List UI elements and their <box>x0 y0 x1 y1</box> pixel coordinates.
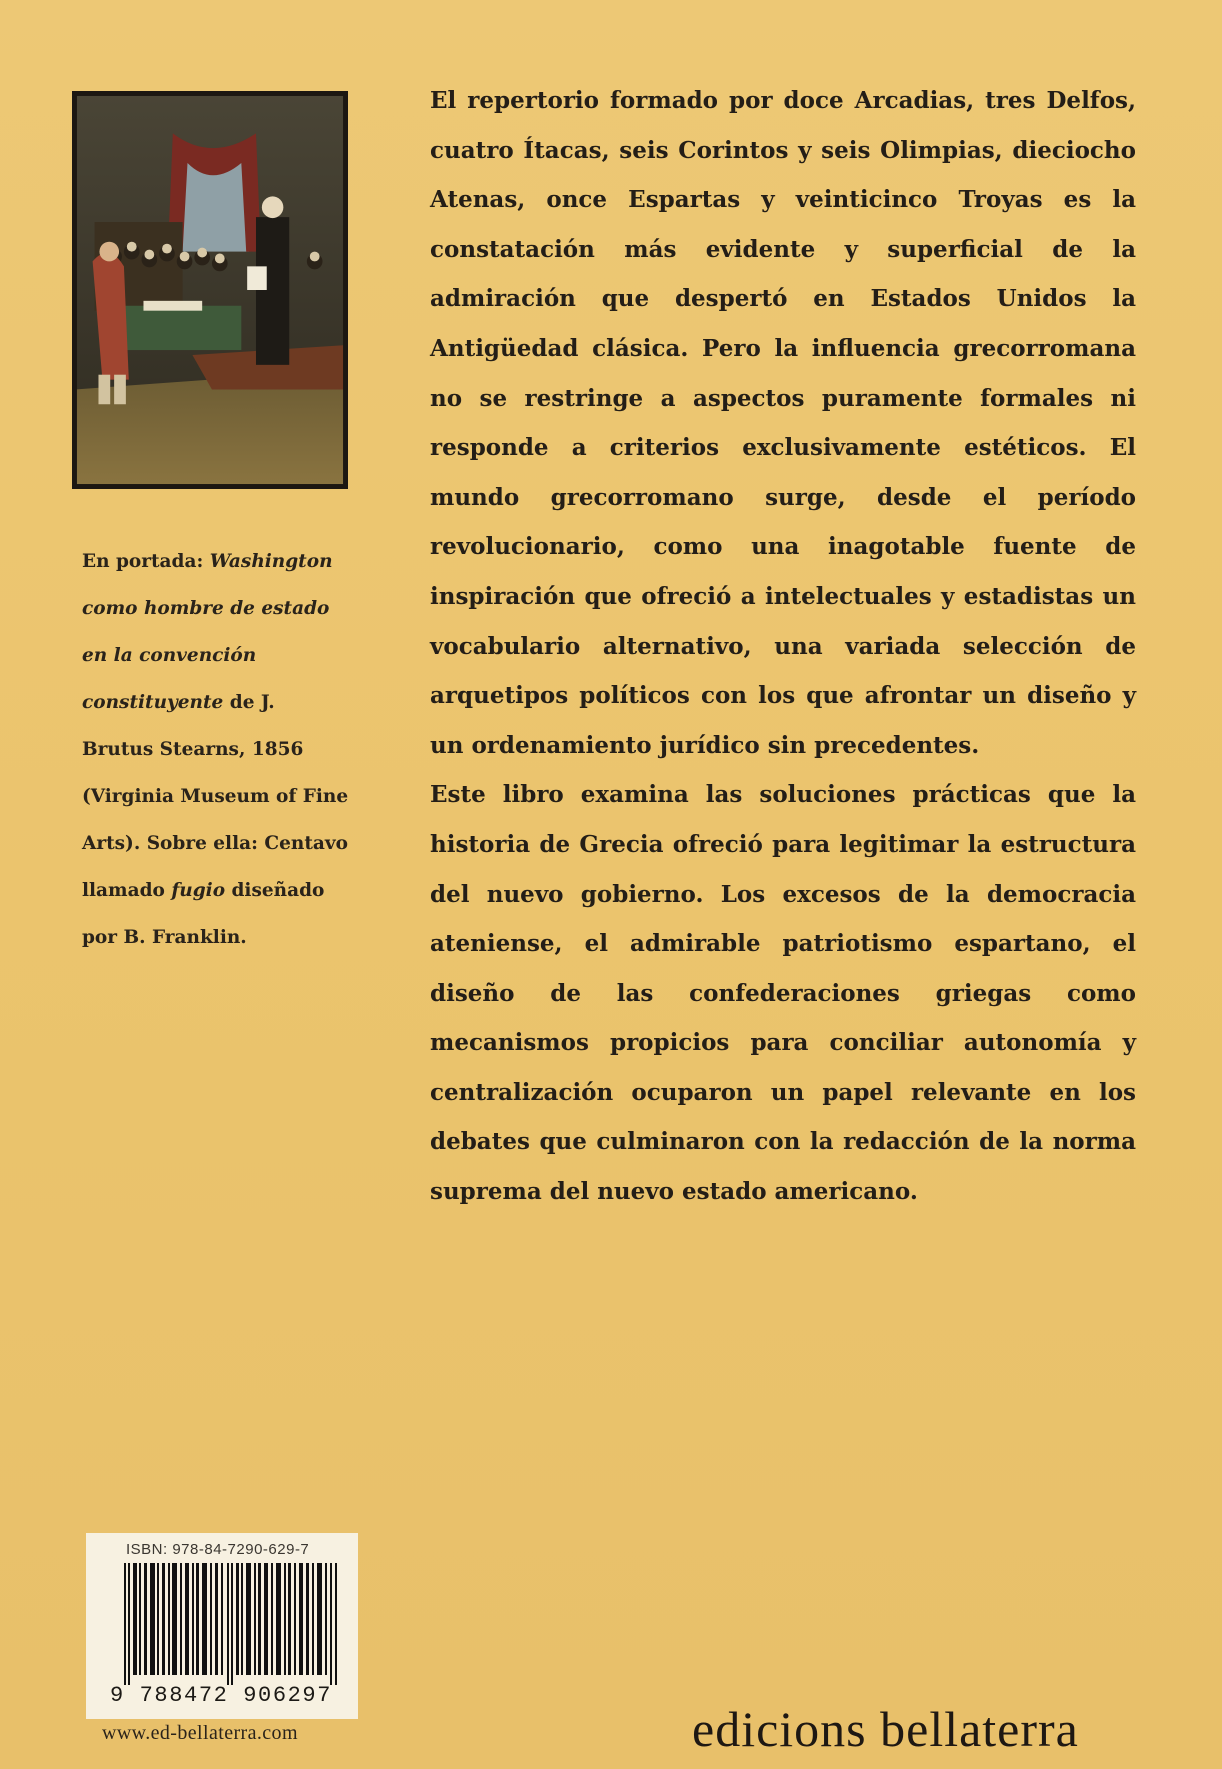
blurb-text <box>430 76 1136 1217</box>
cover-painting-image <box>72 91 348 489</box>
caption-suffix: diseñado por B. Franklin. <box>82 880 325 948</box>
publisher-website[interactable]: www.ed-bellaterra.com <box>102 1722 298 1744</box>
caption-prefix: En portada: <box>82 551 210 572</box>
cover-caption <box>82 538 352 961</box>
caption-work-title: Washington como hombre de estado en la convención constituyente <box>82 551 333 713</box>
barcode-digits: 9 788472 906297 <box>110 1683 333 1708</box>
caption-coin-name: fugio <box>171 880 226 901</box>
publisher-logo-text: edicions bellaterra <box>692 1701 1079 1757</box>
barcode-image <box>124 1563 338 1685</box>
blurb-paragraph-2: Este libro examina las soluciones prácticas que la historia de Grecia ofreció para legitimar la estructura del nuevo gobierno. Los excesos de la democracia ateniense, el admirable patriotismo espartano, el diseño de las confederaciones griegas como mecanismos propicios para conciliar autonomía y centralización ocuparon un papel relevante en los debates que culminaron con la redacción de la norma suprema del nuevo estado americano. <box>430 781 1136 1206</box>
caption-attribution: de J. Brutus Stearns, 1856 (Virginia Museum of Fine Arts). Sobre ella: Centavo llamado <box>82 692 349 901</box>
blurb-paragraph-1: El repertorio formado por doce Arcadias, tres Delfos, cuatro Ítacas, seis Corintos y seis Olimpias, dieciocho Atenas, once Espartas y veinticinco Troyas es la constatación más evidente y superficial de la admiración que despertó en Estados Unidos la Antigüedad clásica. Pero la influencia grecorromana no se restringe a aspectos puramente formales ni responde a criterios exclusivamente estéticos. El mundo grecorromano surge, desde el período revolucionario, como una inagotable fuente de inspiración que ofreció a intelectuales y estadistas un vocabulario alternativo, una variada selección de arquetipos políticos con los que afrontar un diseño y un ordenamiento jurídico sin precedentes. <box>430 87 1136 759</box>
isbn-label: ISBN: 978-84-7290-629-7 <box>126 1541 310 1558</box>
isbn-barcode-block <box>86 1533 358 1719</box>
